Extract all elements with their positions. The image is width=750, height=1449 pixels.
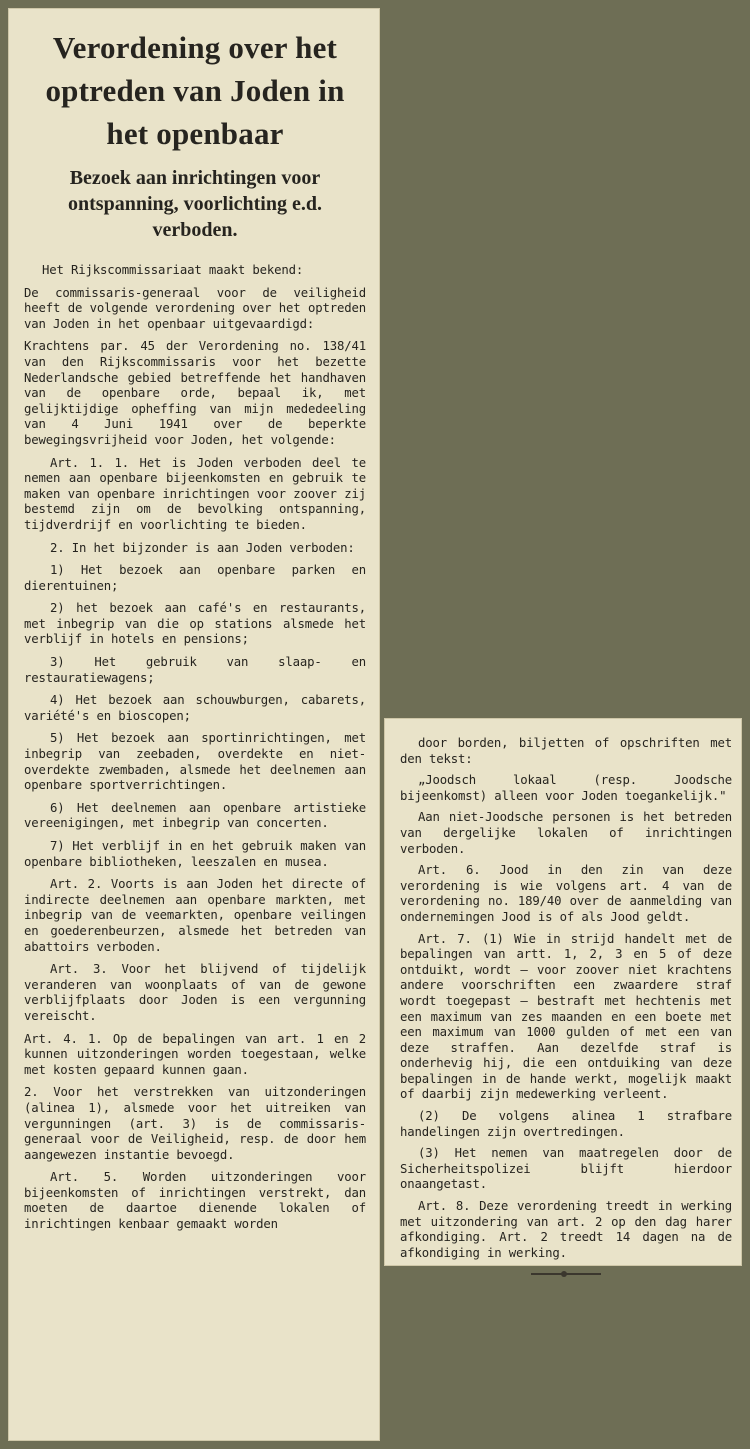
subheadline: Bezoek aan inrichtingen voor ontspanning, voorlichting e.d. verboden.	[68, 167, 322, 241]
headline: Verordening over het optreden van Joden in het openbaar	[45, 30, 345, 151]
paragraph: 2. In het bijzonder is aan Joden verboden:	[50, 540, 355, 555]
paragraph: Art. 2. Voorts is aan Joden het directe of indirecte deelnemen aan openbare markten, met inbegrip van de veemarkten, openbare veilingen en goederenbeurzen, alsmede het betreden van abattoirs verboden.	[24, 877, 366, 954]
paragraph: door borden, biljetten of opschriften met den tekst:	[400, 736, 732, 766]
paragraph: Art. 6. Jood in den zin van deze verordening is wie volgens art. 4 van de verordening no. 189/40 over de aanmelding van ondernemingen Jood is of als Jood geldt.	[400, 863, 732, 924]
ornament-dot	[561, 1271, 567, 1277]
paragraph: Krachtens par. 45 der Verordening no. 138/41 van den Rijkscommissaris voor het bezette Nederlandsche gebied betreffende het handhaven van de openbare orde, bepaal ik, met gelijktijdige opheffing van mijn mededeeling van 4 Juni 1941 over de beperkte bewegingsvrijheid voor Joden, het volgende:	[24, 339, 366, 447]
article-body-right	[400, 736, 732, 1261]
paragraph: Art. 4. 1. Op de bepalingen van art. 1 en 2 kunnen uitzonderingen worden toegestaan, welke met kosten gepaard kunnen gaan.	[24, 1031, 366, 1077]
list-item: 3) Het gebruik van slaap- en restauratiewagens;	[24, 655, 366, 685]
clipping-left-column	[8, 8, 380, 1441]
list-item: 6) Het deelnemen aan openbare artistieke vereenigingen, met inbegrip van concerten.	[24, 800, 366, 831]
paragraph: (3) Het nemen van maatregelen door de Sicherheitspolizei blijft hierdoor onaangetast.	[400, 1146, 732, 1192]
paragraph: Art. 7. (1) Wie in strijd handelt met de bepalingen van artt. 1, 2, 3 en 5 of deze ontduikt, wordt — voor zoover niet krachtens andere voorschriften een zwaardere straf wordt toegepast — bestraft met hechtenis met een maximum van zes maanden en een boete met een maximum van 1000 gulden of met een van deze straffen. Aan dezelfde straf is onderhevig hij, die een ontduiking van deze bepalingen in de hande werkt, mogelijk maakt of daarbij zijn medewerking verleent.	[400, 931, 732, 1102]
paragraph: Art. 8. Deze verordening treedt in werking met uitzondering van art. 2 op den dag harer afkondiging. Art. 2 treedt 14 dagen na de afkondiging in werking.	[400, 1199, 732, 1260]
paragraph: (2) De volgens alinea 1 strafbare handelingen zijn overtredingen.	[400, 1109, 732, 1139]
paragraph: De commissaris-generaal voor de veiligheid heeft de volgende verordening over het optreden van Joden in het openbaar uitgevaardigd:	[24, 285, 366, 331]
paragraph: Art. 1. 1. Het is Joden verboden deel te nemen aan openbare bijeenkomsten en gebruik te maken van openbare inrichtingen voor zoover zij bestemd zijn om de bevolking ontspanning, tijdverdrijf en voorlichting te bieden.	[24, 455, 366, 532]
list-item: 4) Het bezoek aan schouwburgen, cabarets, variété's en bioscopen;	[24, 693, 366, 723]
list-item: 1) Het bezoek aan openbare parken en dierentuinen;	[24, 563, 366, 593]
paragraph: 2. Voor het verstrekken van uitzonderingen (alinea 1), alsmede voor het uitreiken van vergunningen (art. 3) is de commissaris-generaal voor de Veiligheid, resp. de door hem aangewezen instantie bevoegd.	[24, 1085, 366, 1162]
article-body-left	[24, 263, 366, 1233]
quote: „Joodsch lokaal (resp. Joodsche bijeenkomst) alleen voor Joden toegankelijk."	[400, 773, 732, 803]
list-item: 2) het bezoek aan café's en restaurants, met inbegrip van die op stations alsmede het verblijf in hotels en pensions;	[24, 601, 366, 647]
paragraph: Art. 3. Voor het blijvend of tijdelijk veranderen van woonplaats of van de gewone verblijfplaats door Joden is een vergunning vereischt.	[24, 962, 366, 1023]
list-item: 7) Het verblijf in en het gebruik maken van openbare bibliotheken, leeszalen en musea.	[24, 839, 366, 869]
clipping-right-column	[384, 718, 742, 1266]
list-item: 5) Het bezoek aan sportinrichtingen, met inbegrip van zeebaden, overdekte en niet-overdekte zwembaden, alsmede het deelnemen aan openbare sportverrichtingen.	[24, 731, 366, 793]
paragraph: Art. 5. Worden uitzonderingen voor bijeenkomsten of inrichtingen verstrekt, dan moeten de daartoe dienende lokalen of inrichtingen kenbaar gemaakt worden	[24, 1170, 366, 1232]
paragraph: Aan niet-Joodsche personen is het betreden van dergelijke lokalen of inrichtingen verboden.	[400, 810, 732, 856]
paragraph: Het Rijkscommissariaat maakt bekend:	[42, 263, 304, 277]
end-rule-ornament	[531, 1273, 601, 1275]
